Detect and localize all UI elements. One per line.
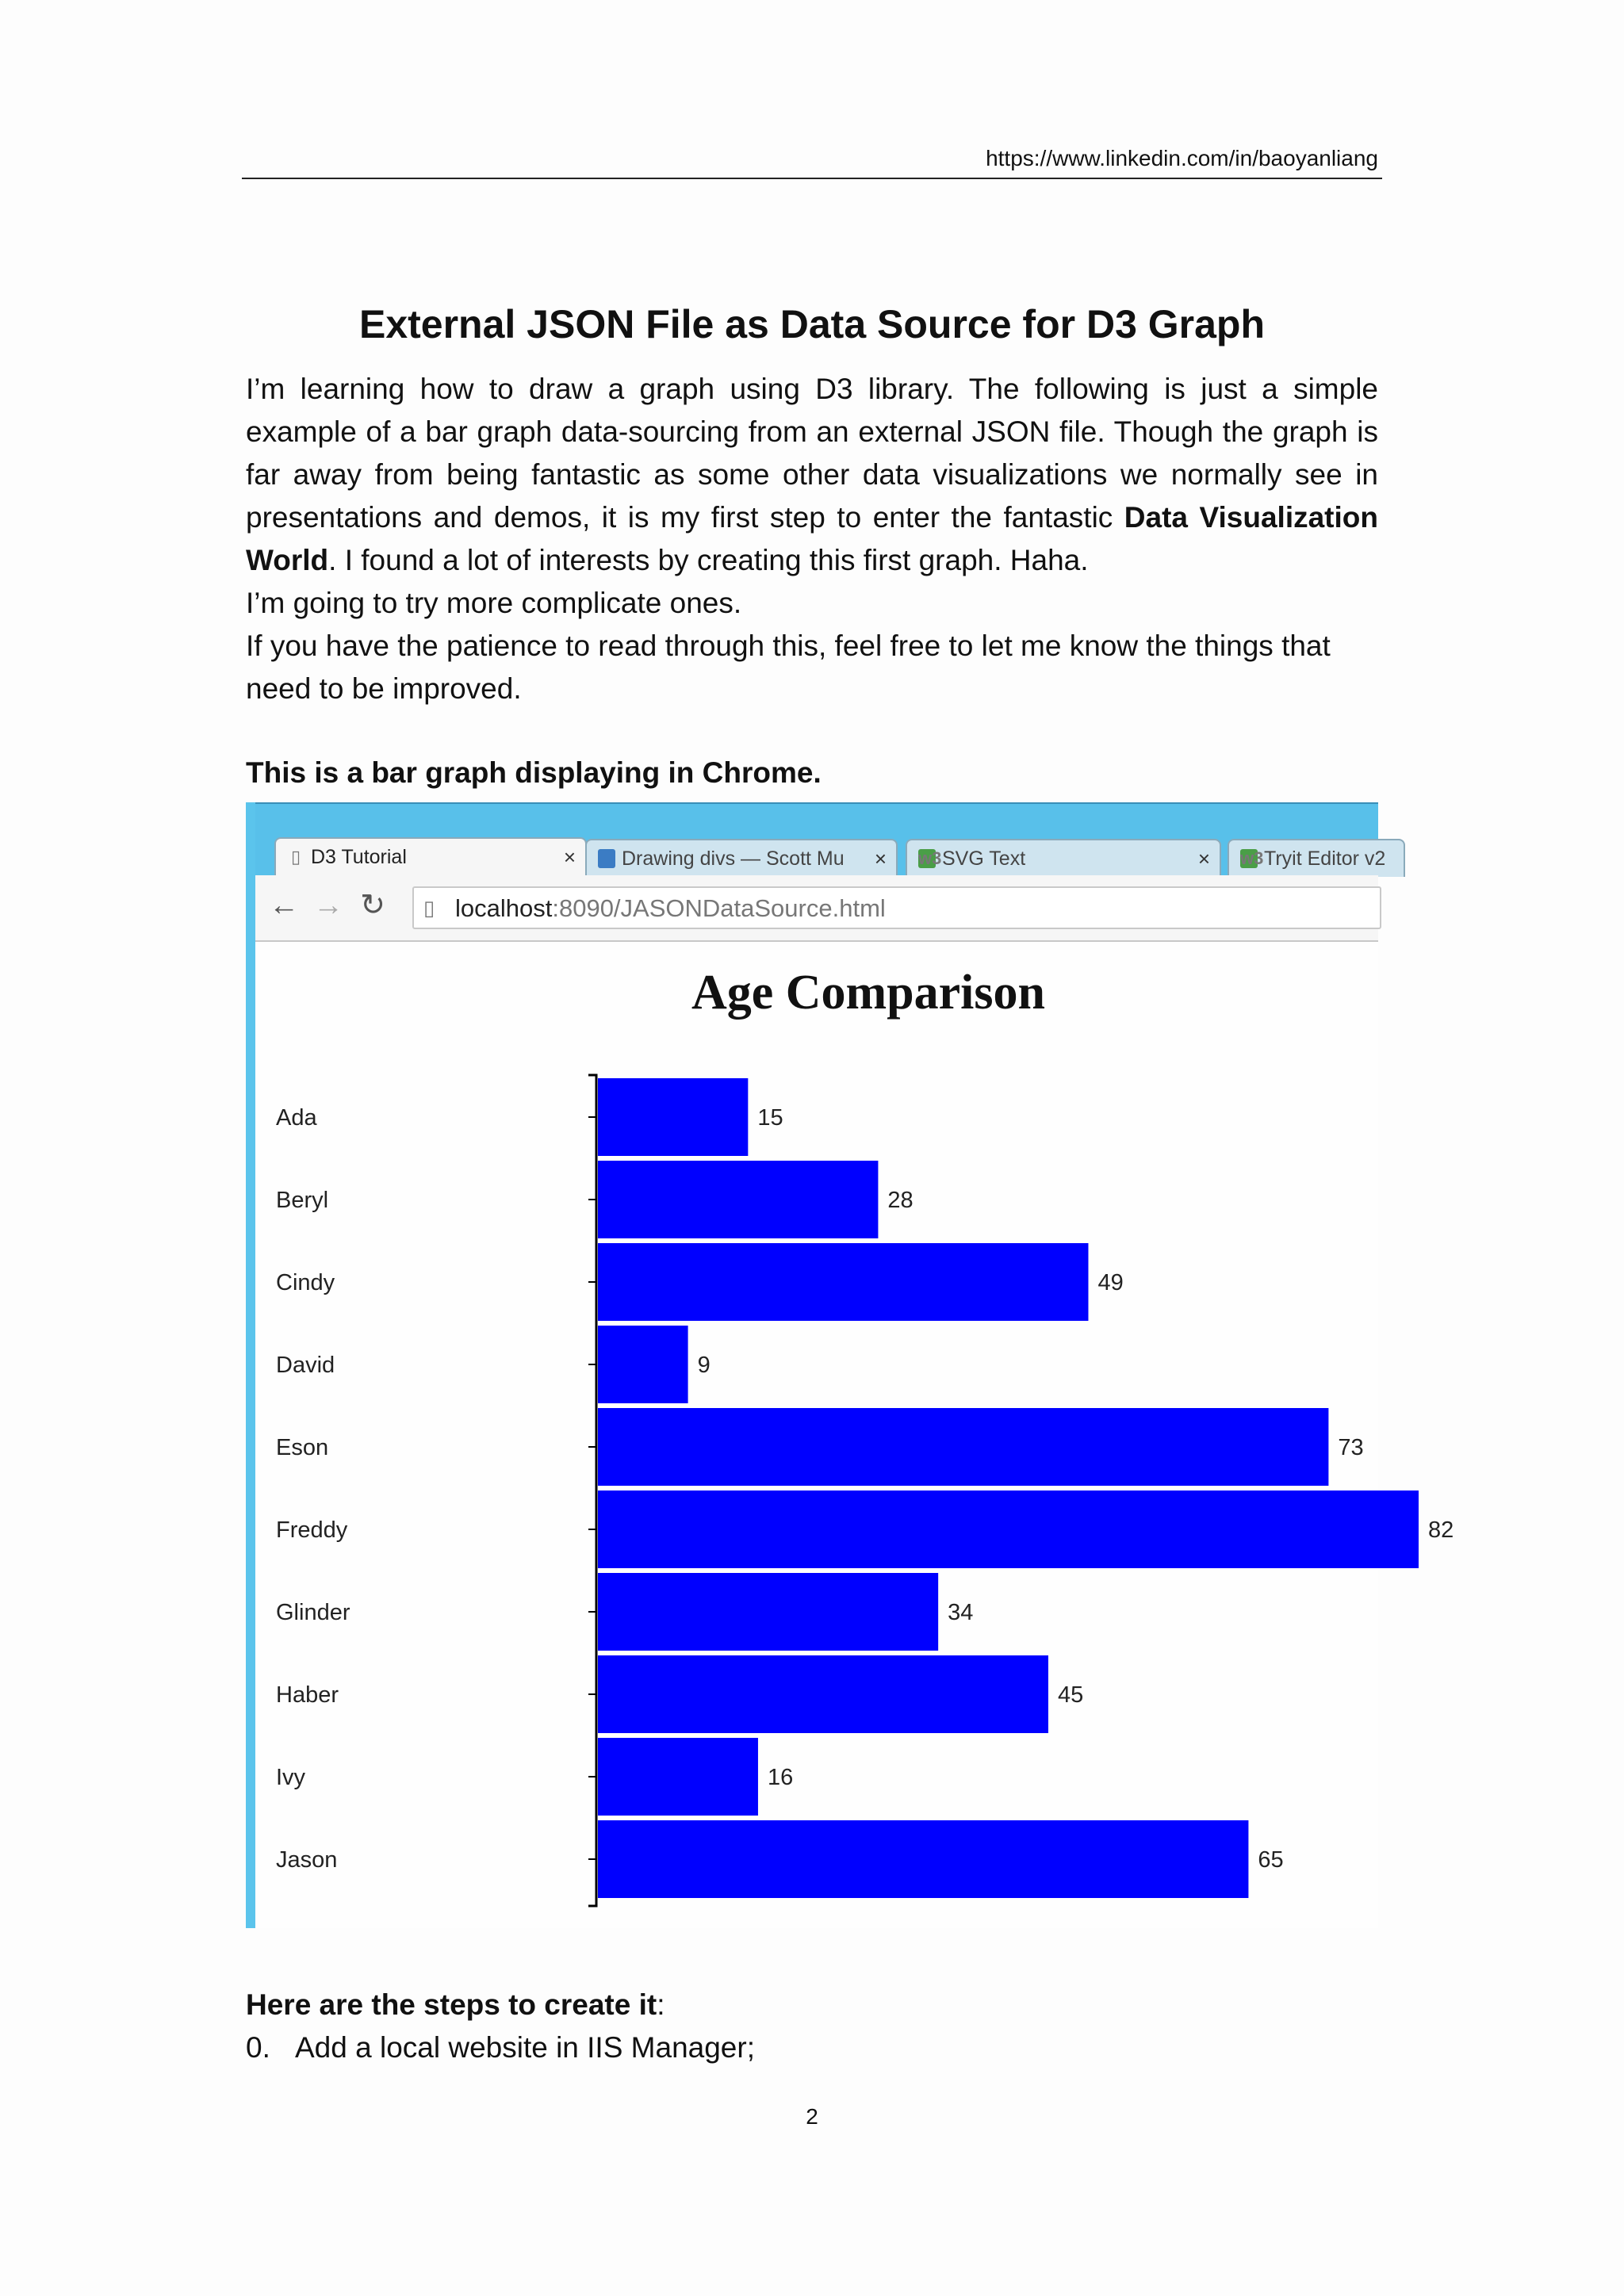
page-icon: ▯ (290, 847, 301, 867)
window-frame (246, 802, 255, 1928)
category-label: Haber (276, 1682, 339, 1708)
intro-text-bold: Data Visualization World (246, 501, 1378, 576)
category-label: Ada (276, 1105, 317, 1131)
address-text (455, 894, 886, 923)
w3-icon: w3 (918, 848, 942, 868)
close-icon[interactable]: × (874, 847, 887, 871)
page-number: 2 (806, 2104, 818, 2129)
header-url: https://www.linkedin.com/in/baoyanliang (986, 146, 1378, 170)
steps-heading-bold: Here are the steps to create it (246, 1988, 657, 2021)
value-label: 65 (1258, 1847, 1284, 1873)
forward-arrow-icon[interactable]: → (313, 889, 343, 922)
value-label: 34 (948, 1600, 974, 1625)
bar-eson (598, 1408, 1328, 1486)
step-text: Add a local website in IIS Manager; (295, 2031, 755, 2064)
back-arrow-icon[interactable]: ← (269, 889, 299, 922)
tab-drawing-divs[interactable] (585, 839, 898, 877)
tab-label: Drawing divs — Scott Mu (622, 848, 845, 870)
bar-jason (598, 1820, 1248, 1898)
w3-icon: w3 (1240, 848, 1264, 868)
close-icon[interactable]: × (1197, 847, 1210, 871)
tab-d3-tutorial[interactable] (274, 837, 587, 878)
value-label: 82 (1428, 1517, 1454, 1543)
intro-text-a: I’m learning how to draw a graph using D3 library. The following is just a simple example of a bar graph data-sourcing from an external JSON file. Though the graph is far away from being fantastic as some other data visualizations we normally see in presentations and demos, it is my first step to enter the fantastic (246, 373, 1378, 534)
intro-text-b: . I found a lot of interests by creating this first graph. Haha. (328, 544, 1089, 576)
value-label: 16 (767, 1765, 794, 1790)
bar-david (598, 1326, 688, 1403)
value-label: 15 (757, 1105, 783, 1131)
bars-group (276, 1075, 1454, 1906)
document-title: External JSON File as Data Source for D3 Graph (358, 302, 1266, 346)
tab-label: SVG Text (942, 848, 1026, 870)
bar-ivy (598, 1738, 758, 1816)
bar-glinder (598, 1573, 938, 1651)
category-label: Cindy (276, 1270, 335, 1295)
value-label: 45 (1057, 1682, 1084, 1708)
age-chart (255, 942, 1454, 1928)
header-rule (242, 178, 1382, 179)
browser-tab-bar (246, 802, 1386, 877)
value-label: 28 (887, 1188, 914, 1213)
step-number: 0. (246, 2031, 270, 2064)
bar-haber (598, 1655, 1048, 1733)
page-icon: ▯ (423, 896, 435, 920)
category-label: Jason (276, 1847, 338, 1873)
tab-tryit-editor[interactable] (1228, 839, 1405, 877)
bar-ada (598, 1078, 748, 1156)
intro-line-2: I’m going to try more complicate ones. (246, 587, 742, 619)
category-label: David (276, 1353, 335, 1378)
reload-icon[interactable]: ↻ (360, 889, 385, 922)
intro-line-3: If you have the patience to read through this, feel free to let me know the things that need to be improved. (246, 629, 1331, 705)
category-label: Beryl (276, 1188, 329, 1213)
address-path: :8090/JASONDataSource.html (552, 894, 886, 922)
address-bar[interactable] (412, 886, 1381, 929)
steps-heading (246, 1984, 1378, 2026)
browser-toolbar (255, 875, 1378, 942)
browser-screenshot (246, 802, 1454, 1928)
chart-area (255, 942, 1454, 1928)
value-label: 73 (1338, 1435, 1364, 1460)
category-label: Eson (276, 1435, 329, 1460)
tab-label: Tryit Editor v2 (1264, 848, 1386, 870)
value-label: 9 (697, 1353, 710, 1378)
category-label: Ivy (276, 1765, 306, 1790)
site-favicon-icon (598, 849, 615, 868)
step-0 (246, 2026, 1378, 2069)
address-host: localhost (455, 894, 553, 922)
steps-heading-tail: : (657, 1988, 665, 2021)
bar-beryl (598, 1161, 878, 1238)
tab-svg-text[interactable] (906, 839, 1221, 877)
value-label: 49 (1097, 1270, 1124, 1295)
category-label: Glinder (276, 1600, 350, 1625)
tab-label: D3 Tutorial (311, 846, 407, 868)
category-label: Freddy (276, 1517, 348, 1543)
bar-cindy (598, 1243, 1088, 1321)
close-icon[interactable]: × (563, 845, 576, 869)
screenshot-caption: This is a bar graph displaying in Chrome. (246, 756, 822, 789)
bar-freddy (598, 1490, 1419, 1568)
intro-paragraph (246, 368, 1378, 582)
chart-title: Age Comparison (691, 966, 1046, 1020)
